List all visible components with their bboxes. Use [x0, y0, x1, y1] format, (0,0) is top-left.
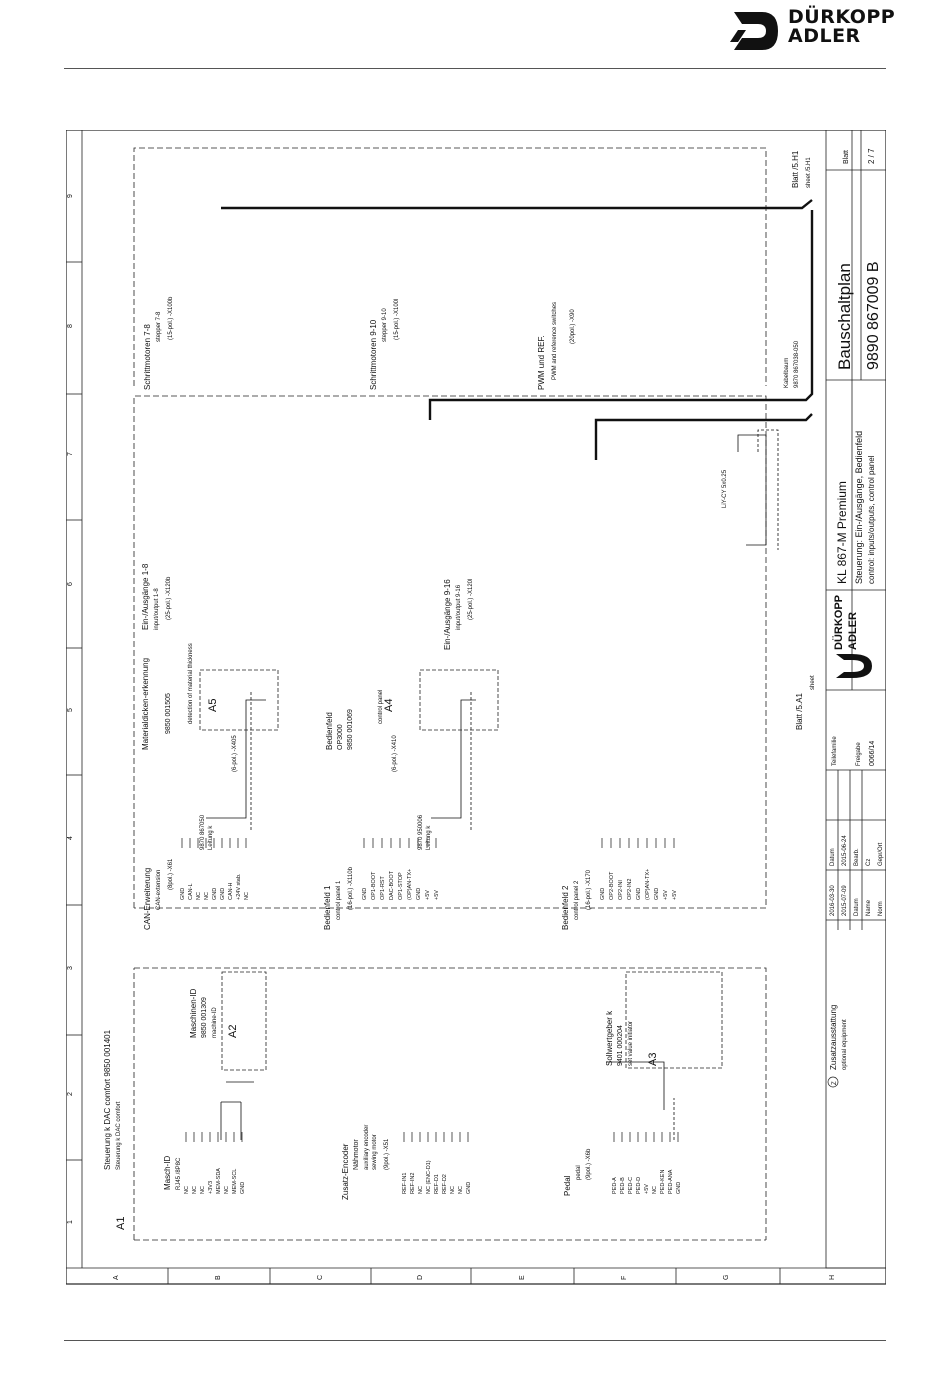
- x90-label: (20pol.) -X90: [570, 309, 576, 344]
- col-label: 4: [67, 836, 74, 840]
- blatt-a1-sheet: sheet: [810, 675, 816, 690]
- pin-label: REF-D2: [442, 1174, 448, 1194]
- datum-label: Datum: [830, 848, 836, 866]
- pin-label: GND: [676, 1181, 682, 1194]
- pin-label: MEM-SDA: [216, 1168, 222, 1194]
- row-label: H: [829, 1274, 836, 1280]
- pin-label: PED-ANA: [668, 1169, 674, 1194]
- cable-harness: [221, 200, 812, 460]
- machine-id-box: [222, 972, 266, 1070]
- pin-label: PED-B: [620, 1177, 626, 1194]
- pin-label: +5V: [644, 1184, 650, 1194]
- blatt-label: Blatt: [843, 149, 850, 164]
- pin-label: GND: [654, 887, 660, 900]
- drawing-subtitle: Steuerung: Ein-/Ausgänge, Bedienfeld: [854, 430, 864, 584]
- doc-type: Bauschaltplan: [835, 263, 854, 370]
- leitung1-no: 9870 867050: [200, 814, 206, 850]
- row-ticks: [168, 1268, 780, 1284]
- datum-value: 2015-06-24: [842, 835, 848, 866]
- pedal-label: Pedal: [563, 1175, 572, 1196]
- x100b-label: (15-pol.) -X100b: [168, 296, 174, 340]
- bedienfeld-label: Bedienfeld: [325, 712, 334, 750]
- masch-id-port: RJ45 /8P8C: [176, 1157, 182, 1190]
- leitung2-no: 9870 950006: [418, 814, 424, 850]
- pin-label: GND: [220, 887, 226, 900]
- shield-lines: [251, 430, 778, 1140]
- col-label: 5: [67, 708, 74, 712]
- pin-label: CAN-L: [188, 883, 194, 900]
- pedal-en: pedal: [576, 1165, 582, 1180]
- title-block-logo-icon: [836, 654, 872, 678]
- x100a-label: (15-pol.) -X100l: [394, 298, 400, 340]
- set-value-en: set value initiator: [628, 1020, 634, 1066]
- bf2-en: control panel 2: [574, 880, 580, 920]
- bf1-en: control panel 1: [336, 880, 342, 920]
- x120a-label: (25-pol.) -X120l: [468, 578, 474, 620]
- pin-label: OP2-IN2: [627, 878, 633, 900]
- pin-label: PED-KEN: [660, 1169, 666, 1194]
- blatt-h1-sheet: sheet /5.H1: [806, 157, 812, 188]
- can-label: CAN-Erweiterung: [143, 867, 152, 930]
- sollwertgeber-label: Sollwertgeber k: [605, 1010, 614, 1066]
- pwm-en: PWM and reference switches: [552, 301, 558, 380]
- pin-label: NC: [244, 892, 250, 900]
- gepr-label: Gepr/Ort: [878, 842, 884, 866]
- controller-title-en: Steuerung k DAC comfort: [116, 1101, 122, 1170]
- pin-label: NC: [204, 892, 210, 900]
- col-label: 8: [67, 324, 74, 328]
- brand-name: [788, 8, 895, 46]
- pin-label: OP2-INI: [618, 880, 624, 900]
- a4-label: A4: [383, 698, 395, 712]
- x410-label: (6-pol.) -X410: [392, 735, 398, 772]
- op3000-no: 9850 001069: [347, 709, 354, 750]
- pin-label: (OP)AN-TX+: [407, 868, 413, 900]
- module-labels: [103, 150, 848, 1230]
- op3000-label: OP3000: [337, 724, 344, 750]
- rev-b: 2016-03-30: [830, 885, 836, 916]
- col-label: 2: [67, 1092, 74, 1096]
- zusatz-marker: Z: [832, 1081, 838, 1085]
- pin-label: NC: [418, 1186, 424, 1194]
- pin-label: REF-D1: [434, 1174, 440, 1194]
- pin-label: NC: [184, 1186, 190, 1194]
- pin-label: REF-IN1: [402, 1172, 408, 1194]
- freigabe-label: Freigabe: [856, 742, 862, 766]
- col-label: 6: [67, 582, 74, 586]
- pwm-label: PWM und REF.: [537, 335, 546, 390]
- leitung2-k: Leitung k: [426, 825, 432, 850]
- set-value-box: [626, 972, 722, 1068]
- row-labels: [113, 1275, 836, 1280]
- pin-label: +5V: [425, 890, 431, 900]
- kabelbaum-no: 9870 867038-050: [794, 340, 800, 388]
- row-label: F: [621, 1275, 628, 1280]
- bearb-value: Cz: [866, 858, 872, 866]
- wires: [206, 435, 766, 1140]
- mdk-no: 9850 001505: [165, 693, 172, 734]
- mdk-en: detection of material thickness: [188, 643, 194, 724]
- mdk-label: Materialdicken-erkennung: [141, 657, 150, 750]
- leitung1-k: Leitung k: [208, 825, 214, 850]
- controller-boundary: [134, 148, 766, 1240]
- pin-label: OP2-BOOT: [609, 871, 615, 900]
- x110b-label: (16-pol.) -X110b: [348, 867, 354, 910]
- pin-label: GND: [636, 887, 642, 900]
- pin-label: +3V3: [208, 1181, 214, 1194]
- pin-label: MEM-SCL: [232, 1168, 238, 1194]
- blatt-a1-label: Blatt /5.A1: [795, 693, 804, 730]
- col-label: 3: [67, 966, 74, 970]
- row-label: C: [317, 1274, 324, 1280]
- pin-label: GND: [466, 1181, 472, 1194]
- module-boxes: [200, 670, 722, 1070]
- drawing-title: KL 867-M Premium: [835, 481, 849, 584]
- op3000-box: [420, 670, 498, 730]
- pin-label: GND: [240, 1181, 246, 1194]
- pin-label: CAN-H: [228, 882, 234, 900]
- maschinen-id-label: Maschinen-ID: [189, 988, 198, 1038]
- title-block-brand-1: DÜRKOPP: [833, 594, 845, 650]
- title-block-brand-2: ADLER: [847, 612, 859, 650]
- col-label: 7: [67, 452, 74, 456]
- pin-label: +5V: [434, 890, 440, 900]
- a1-label: A1: [115, 1216, 127, 1230]
- pin-label: NC: [652, 1186, 658, 1194]
- x6b-label: (9pol.) -X6b: [586, 1148, 592, 1180]
- pin-label: NC: [196, 892, 202, 900]
- col-label: 1: [67, 1220, 74, 1224]
- row-label: D: [417, 1274, 424, 1280]
- eaa916-label: Ein-/Ausgänge 9-16: [443, 579, 452, 650]
- schritt78-en: stepper 7-8: [156, 311, 162, 342]
- optional-label: optional equipment: [842, 1019, 848, 1070]
- pin-label: NC (ENC-D1): [426, 1160, 432, 1194]
- schritt910-en: stepper 9-10: [382, 308, 388, 342]
- pin-label: OP1-BOOT: [371, 871, 377, 900]
- drawing-subtitle-en: control: inputs/outputs, control panel: [867, 455, 876, 584]
- zusatz-label: Zusatzausstattung: [829, 1004, 838, 1070]
- pin-label: PED-C: [628, 1176, 634, 1194]
- x51-label: (9pol.) -X51: [384, 1138, 390, 1170]
- pin-label: GND: [362, 887, 368, 900]
- control-panel-en: control panel: [378, 689, 384, 724]
- x405-label: (6-pol.) -X405: [232, 735, 238, 772]
- row-label: B: [215, 1275, 222, 1280]
- zusatz-encoder-label: Zusatz-Encoder: [341, 1143, 350, 1200]
- footer-rule: [64, 1340, 886, 1341]
- bearb-label: Bearb.: [854, 848, 860, 866]
- pin-label: PED-A: [612, 1177, 618, 1194]
- aux-encoder-label: auxiliary encoder: [364, 1124, 370, 1170]
- rev-col-date: Datum: [854, 898, 860, 916]
- pin-label: GND: [212, 887, 218, 900]
- machine-id-en: machine-ID: [212, 1007, 218, 1038]
- liycy-label: LiY-CY 5x0.25: [722, 469, 728, 508]
- pin-label: +24V stab.: [236, 873, 242, 900]
- eaa18-label: Ein-/Ausgänge 1-8: [141, 563, 150, 630]
- doc-number: 9890 867009 B: [865, 261, 882, 370]
- maschinen-id-no: 9850 001309: [201, 997, 208, 1038]
- teilefamilie-label: Teilefamilie: [832, 736, 838, 766]
- masch-id-label: Masch-ID: [163, 1155, 172, 1190]
- a3-label: A3: [647, 1052, 659, 1066]
- rev-col-norm: Norm: [878, 901, 884, 916]
- col-labels: [67, 194, 74, 1224]
- pin-label: REF-IN2: [410, 1172, 416, 1194]
- bf2-label: Bedienfeld 2: [561, 885, 570, 930]
- row-label: G: [723, 1274, 730, 1280]
- can-en: CAN-extension: [156, 869, 162, 910]
- x170-label: (16-pol.) -X170: [586, 869, 592, 910]
- brand-line-1: DÜRKOPP: [788, 6, 896, 28]
- pin-label: +5V: [672, 890, 678, 900]
- rev-a: 2015-07-09: [842, 885, 848, 916]
- row-label: A: [113, 1275, 120, 1280]
- pin-label: GND: [600, 887, 606, 900]
- duerkopp-adler-logo: [728, 8, 788, 54]
- a5-label: A5: [207, 698, 219, 712]
- pin-label: NC: [458, 1186, 464, 1194]
- col-label: 9: [67, 194, 74, 198]
- sollwertgeber-no: 9401 000204: [617, 1025, 624, 1066]
- pin-label: NC: [450, 1186, 456, 1194]
- schritt910-label: Schrittmotoren 9-10: [369, 319, 378, 390]
- bf1-label: Bedienfeld 1: [323, 885, 332, 930]
- rev-col-name: Name: [866, 899, 872, 916]
- blatt-value: 2 / 7: [867, 148, 876, 164]
- naehmotor-label: Nähmotor: [353, 1139, 360, 1170]
- kabelbaum-label: Kabelbaum: [784, 357, 790, 388]
- schritt78-label: Schrittmotoren 7-8: [143, 324, 152, 390]
- row-label: E: [519, 1275, 526, 1280]
- a2-label: A2: [227, 1024, 239, 1038]
- freigabe-no: 0066/14: [869, 740, 876, 766]
- pin-label: NC: [224, 1186, 230, 1194]
- x120b-label: (25-pol.) -X120b: [166, 576, 172, 620]
- x61-label: (8pol.) -X61: [168, 858, 174, 890]
- controller-title: Steuerung k DAC comfort 9850 001401: [103, 1029, 112, 1170]
- pin-label: NC: [200, 1186, 206, 1194]
- blatt-h1-label: Blatt /5.H1: [791, 150, 800, 188]
- pin-label: +5V: [663, 890, 669, 900]
- pin-label: (OP)AN-TX+: [645, 868, 651, 900]
- pin-label: NC: [192, 1186, 198, 1194]
- header-rule: [64, 68, 886, 69]
- brand-line-2: ADLER: [788, 25, 861, 47]
- pin-label: DAC-BOOT: [389, 870, 395, 900]
- pin-label: PED-D: [636, 1176, 642, 1194]
- pin-label: GND: [416, 887, 422, 900]
- eaa916-en: input/output 9-16: [456, 584, 462, 630]
- pin-label: GND: [180, 887, 186, 900]
- sewing-motor-label: sewing motor: [372, 1134, 378, 1170]
- wiring-diagram-sheet: [66, 130, 886, 1286]
- pin-label: OP1-STOP: [398, 872, 404, 900]
- eaa18-en: input/output 1-8: [154, 588, 160, 630]
- pin-label: OP1-RST: [380, 876, 386, 900]
